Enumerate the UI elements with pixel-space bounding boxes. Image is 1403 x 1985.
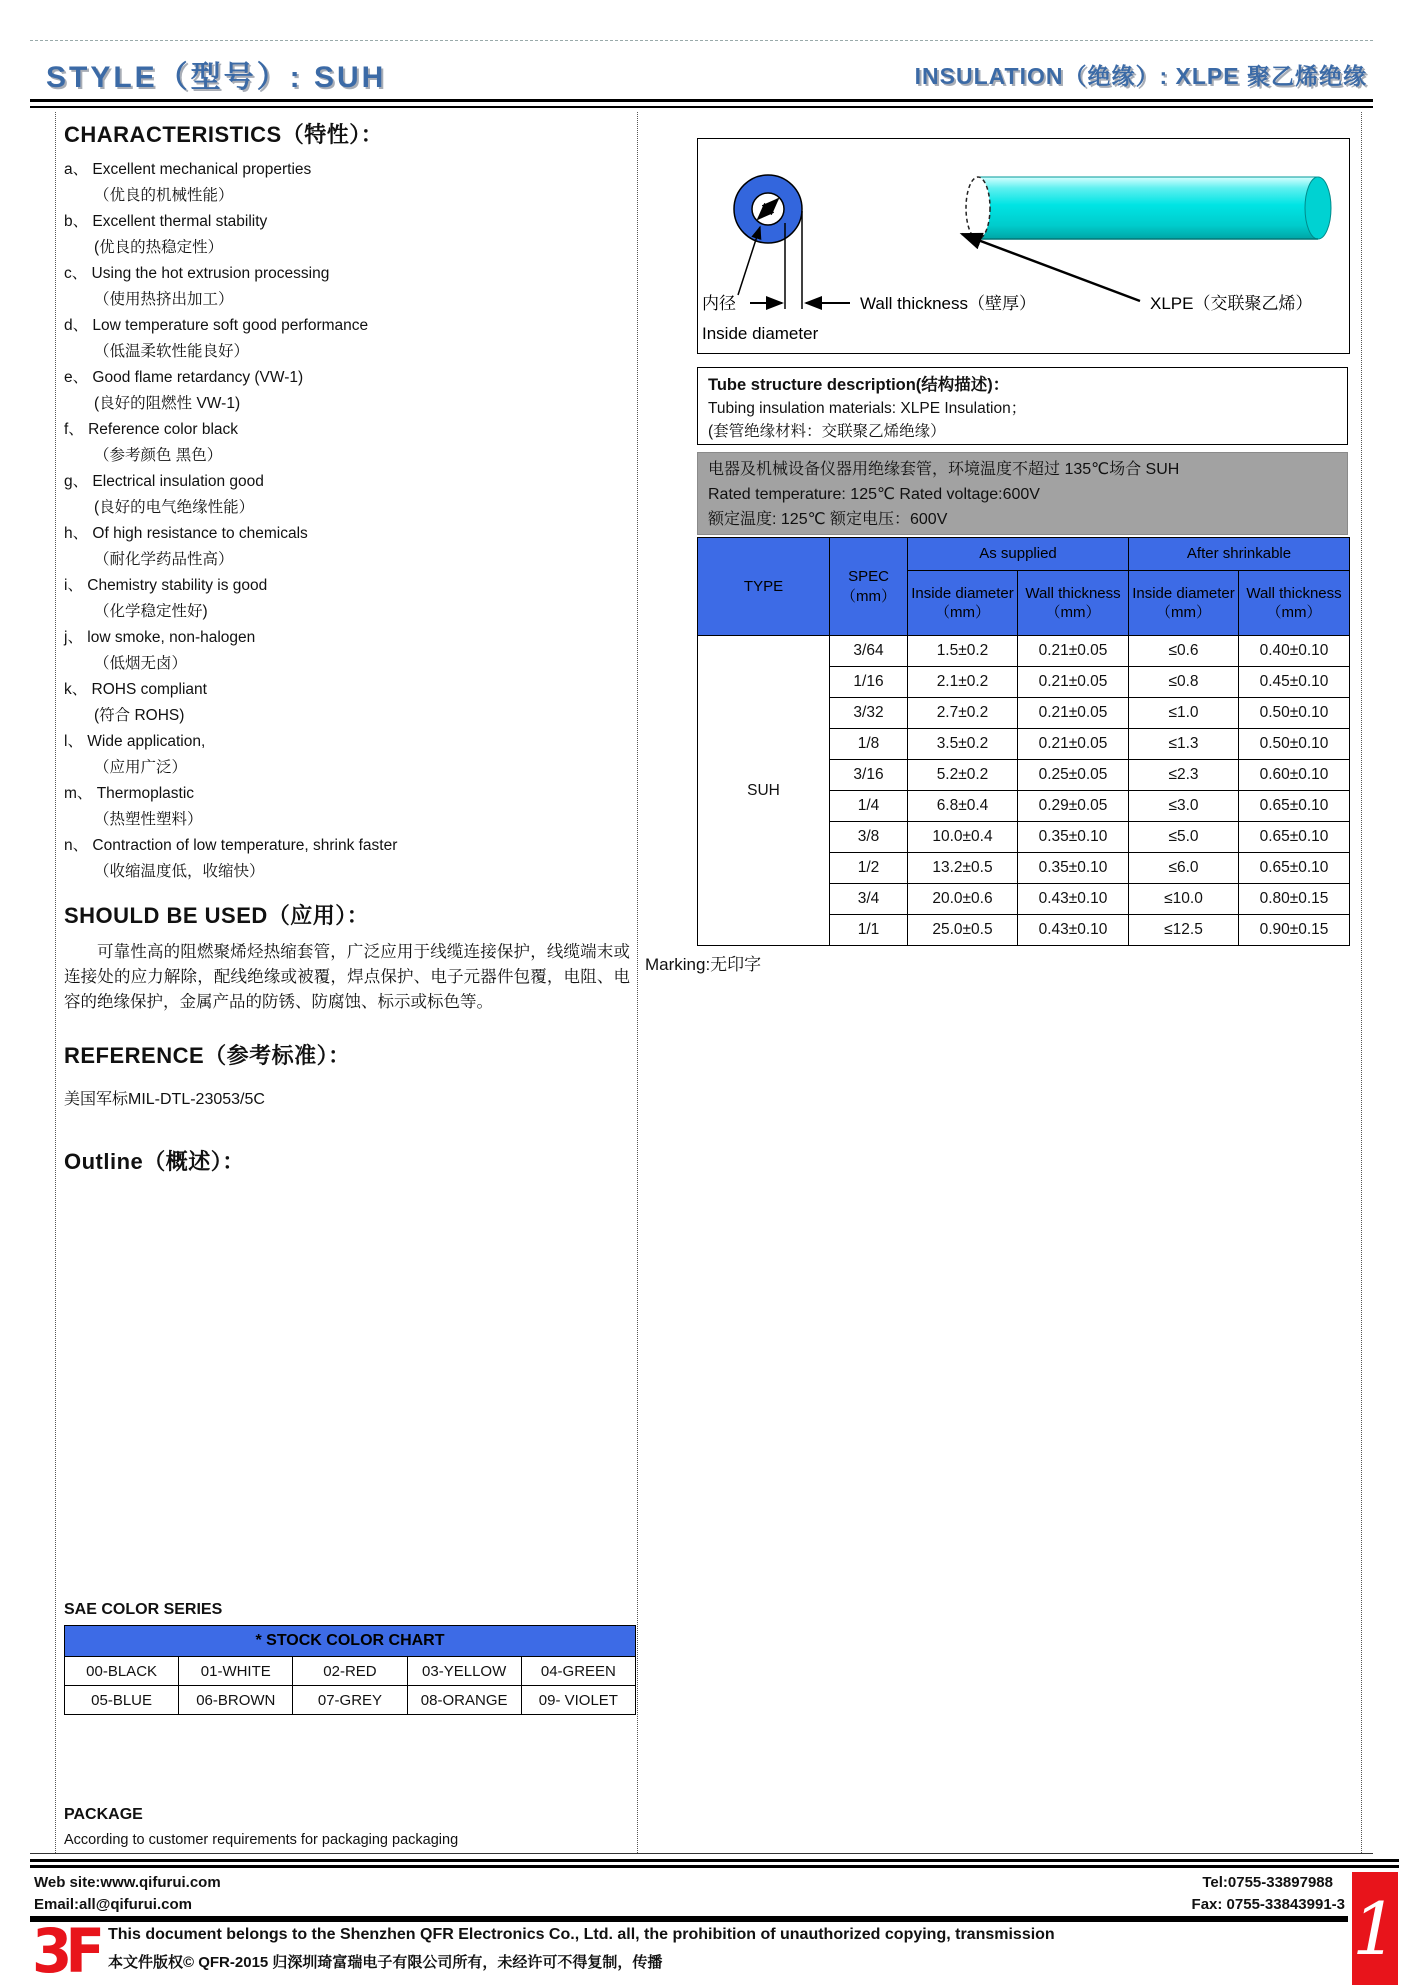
color-cell: 06-BROWN [179, 1686, 293, 1715]
tube-cross-section-icon [734, 175, 802, 243]
value-cell: 1.5±0.2 [908, 636, 1018, 667]
package-title: PACKAGE [64, 1806, 143, 1823]
tube-structure-title: Tube structure description(结构描述)： [708, 376, 1010, 394]
sae-color-series [64, 1601, 636, 1715]
spec-cell: 3/16 [830, 760, 908, 791]
value-cell: 3.5±0.2 [908, 729, 1018, 760]
characteristic-zh: （优良的机械性能） [94, 187, 234, 204]
spec-col-spec-header: SPEC（mm） [830, 538, 908, 636]
rating-box [697, 452, 1348, 535]
value-cell: 0.21±0.05 [1018, 698, 1129, 729]
table-header-row [698, 538, 1350, 571]
list-item [64, 157, 630, 209]
characteristic-en: l、 Wide application, [64, 733, 206, 750]
color-cell: 03-YELLOW [407, 1657, 521, 1686]
tube-structure-box [697, 367, 1348, 445]
list-item [64, 573, 630, 625]
inside-diameter-header: Inside diameter（mm） [1129, 571, 1239, 636]
value-cell: ≤1.0 [1129, 698, 1239, 729]
style-title: STYLE（型号）: SUH [46, 61, 387, 94]
footer-rule [30, 1859, 1399, 1862]
company-logo: 3F [32, 1915, 98, 1985]
application-paragraph: 可靠性高的阻燃聚烯烃热缩套管，广泛应用于线缆连接保护，线缆端末或连接处的应力解除，配线绝缘或被覆，焊点保护、电子元器件包覆，电阻、电容的绝缘保护，金属产品的防锈、防腐蚀、标示或标色等。 [64, 943, 630, 1011]
footer-thick-rule [30, 1916, 1348, 1922]
color-cell: 01-WHITE [179, 1657, 293, 1686]
value-cell: 0.50±0.10 [1239, 698, 1350, 729]
tube-structure-line: (套管绝缘材料：交联聚乙烯绝缘） [708, 423, 946, 440]
as-supplied-header: As supplied [908, 538, 1129, 571]
characteristic-zh: （耐化学药品性高） [94, 551, 234, 568]
value-cell: 0.65±0.10 [1239, 791, 1350, 822]
value-cell: ≤1.3 [1129, 729, 1239, 760]
value-cell: 0.21±0.05 [1018, 729, 1129, 760]
value-cell: 0.80±0.15 [1239, 884, 1350, 915]
spec-table [697, 537, 1350, 946]
value-cell: 0.35±0.10 [1018, 853, 1129, 884]
characteristic-zh: （热塑性塑料） [94, 811, 203, 828]
value-cell: ≤0.8 [1129, 667, 1239, 698]
characteristics-title: CHARACTERISTICS（特性）： [64, 122, 384, 147]
list-item [64, 833, 630, 885]
characteristic-en: a、 Excellent mechanical properties [64, 161, 312, 178]
xlpe-pointer [962, 234, 1140, 301]
page-number: 1 [1352, 1886, 1398, 1971]
spec-cell: 1/8 [830, 729, 908, 760]
list-item [64, 365, 630, 417]
value-cell: 0.21±0.05 [1018, 636, 1129, 667]
outline-title: Outline（概述）： [64, 1149, 245, 1174]
inside-diameter-header: Inside diameter（mm） [908, 571, 1018, 636]
list-item [64, 209, 630, 261]
value-cell: 5.2±0.2 [908, 760, 1018, 791]
list-item [64, 313, 630, 365]
list-item [64, 261, 630, 313]
spec-cell: 3/32 [830, 698, 908, 729]
characteristic-en: c、 Using the hot extrusion processing [64, 265, 330, 282]
color-cell: 02-RED [293, 1657, 407, 1686]
table-row [65, 1657, 636, 1686]
tube-structure-line: Tubing insulation materials: XLPE Insulation； [708, 400, 1027, 417]
value-cell: ≤10.0 [1129, 884, 1239, 915]
value-cell: 2.7±0.2 [908, 698, 1018, 729]
characteristic-en: j、 low smoke, non-halogen [64, 629, 256, 646]
spec-col-type-header: TYPE [698, 538, 830, 636]
spec-cell: 1/2 [830, 853, 908, 884]
list-item [64, 729, 630, 781]
characteristic-en: d、 Low temperature soft good performance [64, 317, 369, 334]
value-cell: 10.0±0.4 [908, 822, 1018, 853]
characteristics-list [64, 157, 630, 885]
value-cell: 0.40±0.10 [1239, 636, 1350, 667]
wall-thickness-header: Wall thickness（mm） [1239, 571, 1350, 636]
value-cell: ≤0.6 [1129, 636, 1239, 667]
footer-rule [30, 1865, 1399, 1868]
color-cell: 05-BLUE [65, 1686, 179, 1715]
value-cell: 20.0±0.6 [908, 884, 1018, 915]
spec-cell: 3/8 [830, 822, 908, 853]
list-item [64, 781, 630, 833]
reference-title: REFERENCE（参考标准）： [64, 1043, 351, 1068]
value-cell: ≤3.0 [1129, 791, 1239, 822]
type-value-cell: SUH [698, 636, 830, 946]
characteristic-zh: (优良的热稳定性） [94, 239, 224, 256]
characteristic-en: f、 Reference color black [64, 421, 239, 438]
characteristic-en: b、 Excellent thermal stability [64, 213, 268, 230]
list-item [64, 469, 630, 521]
table-row [65, 1686, 636, 1715]
wall-thickness-label: Wall thickness（壁厚） [860, 294, 1037, 313]
characteristic-en: g、 Electrical insulation good [64, 473, 264, 490]
color-cell: 08-ORANGE [407, 1686, 521, 1715]
rating-line: 电器及机械设备仪器用绝缘套管，环境温度不超过 135℃场合 SUH [708, 461, 1180, 478]
website-text: Web site:www.qifurui.com [34, 1874, 221, 1891]
characteristic-zh: (良好的电气绝缘性能） [94, 499, 255, 516]
stock-color-chart-header: * STOCK COLOR CHART [65, 1626, 636, 1657]
list-item [64, 521, 630, 573]
color-cell: 04-GREEN [521, 1657, 635, 1686]
spec-cell: 3/64 [830, 636, 908, 667]
value-cell: 0.43±0.10 [1018, 915, 1129, 946]
stock-color-chart [64, 1625, 636, 1715]
copyright-statement-en: This document belongs to the Shenzhen QFR Electronics Co., Ltd. all, the prohibition of unauthorized copying, transmission [108, 1926, 1055, 1943]
list-item [64, 677, 630, 729]
value-cell: 0.45±0.10 [1239, 667, 1350, 698]
value-cell: 0.21±0.05 [1018, 667, 1129, 698]
list-item [64, 417, 630, 469]
package-section [64, 1806, 664, 1848]
value-cell: 0.35±0.10 [1018, 822, 1129, 853]
spec-cell: 3/4 [830, 884, 908, 915]
characteristic-en: h、 Of high resistance to chemicals [64, 525, 308, 542]
value-cell: ≤6.0 [1129, 853, 1239, 884]
fax-text: Fax: 0755-33843991-3 [1191, 1896, 1345, 1913]
value-cell: 0.29±0.05 [1018, 791, 1129, 822]
page-top-border [30, 40, 1373, 41]
email-text: Email:all@qifurui.com [34, 1896, 192, 1913]
color-cell: 09- VIOLET [521, 1686, 635, 1715]
header-rule-thick [30, 99, 1373, 102]
characteristic-zh: （参考颜色 黑色） [94, 447, 223, 464]
package-body: According to customer requirements for packaging packaging [64, 1832, 459, 1848]
tube-illustration [966, 177, 1331, 239]
spec-cell: 1/4 [830, 791, 908, 822]
value-cell: ≤5.0 [1129, 822, 1239, 853]
spec-cell: 1/1 [830, 915, 908, 946]
left-column-border [55, 112, 56, 1853]
characteristic-zh: （收缩温度低，收缩快） [94, 863, 265, 880]
characteristic-en: k、 ROHS compliant [64, 681, 207, 698]
value-cell: 25.0±0.5 [908, 915, 1018, 946]
wall-thickness-header: Wall thickness（mm） [1018, 571, 1129, 636]
characteristic-en: e、 Good flame retardancy (VW-1) [64, 369, 304, 386]
value-cell: 0.65±0.10 [1239, 853, 1350, 884]
inner-diameter-zh-label: 内径 [702, 294, 736, 313]
table-row [698, 636, 1350, 667]
reference-standard: 美国军标MIL-DTL-23053/5C [64, 1091, 265, 1108]
characteristic-zh: （低烟无卤） [94, 655, 188, 672]
list-item [64, 625, 630, 677]
rating-line: Rated temperature: 125℃ Rated voltage:600V [708, 486, 1040, 503]
value-cell: 0.60±0.10 [1239, 760, 1350, 791]
characteristic-zh: (良好的阻燃性 VW-1) [94, 395, 241, 412]
color-cell: 07-GREY [293, 1686, 407, 1715]
tube-diagram-svg [698, 139, 1347, 351]
value-cell: 0.50±0.10 [1239, 729, 1350, 760]
should-be-used-title: SHOULD BE USED（应用）： [64, 903, 370, 928]
value-cell: 13.2±0.5 [908, 853, 1018, 884]
color-cell: 00-BLACK [65, 1657, 179, 1686]
characteristic-zh: (符合 ROHS) [94, 707, 185, 724]
right-column-border [1361, 112, 1362, 1853]
characteristic-en: m、 Thermoplastic [64, 785, 195, 802]
left-column [64, 118, 630, 1176]
tube-diagram [697, 138, 1350, 354]
characteristic-zh: （应用广泛） [94, 759, 188, 776]
characteristic-zh: （化学稳定性好) [94, 603, 208, 620]
inner-diameter-en-label: Inside diameter [702, 324, 819, 343]
value-cell: 6.8±0.4 [908, 791, 1018, 822]
copyright-statement-zh: 本文件版权© QFR-2015 归深圳琦富瑞电子有限公司所有，未经许可不得复制，传播 [108, 1954, 663, 1971]
value-cell: 0.43±0.10 [1018, 884, 1129, 915]
spec-cell: 1/16 [830, 667, 908, 698]
header-rule-thin [30, 106, 1373, 108]
characteristic-zh: （使用热挤出加工） [94, 291, 234, 308]
insulation-title: INSULATION（绝缘）: XLPE 聚乙烯绝缘 [914, 63, 1367, 89]
value-cell: 0.90±0.15 [1239, 915, 1350, 946]
value-cell: ≤2.3 [1129, 760, 1239, 791]
xlpe-label: XLPE（交联聚乙烯） [1150, 294, 1313, 313]
tel-text: Tel:0755-33897988 [1202, 1874, 1333, 1891]
characteristic-en: i、 Chemistry stability is good [64, 577, 268, 594]
rating-line: 额定温度: 125℃ 额定电压：600V [708, 511, 948, 528]
value-cell: 0.65±0.10 [1239, 822, 1350, 853]
after-shrinkable-header: After shrinkable [1129, 538, 1350, 571]
characteristic-en: n、 Contraction of low temperature, shrink faster [64, 837, 398, 854]
column-divider [637, 112, 638, 1853]
value-cell: ≤12.5 [1129, 915, 1239, 946]
page-number-tab [1352, 1872, 1398, 1985]
value-cell: 2.1±0.2 [908, 667, 1018, 698]
content-bottom-border [30, 1853, 1373, 1854]
sae-title: SAE COLOR SERIES [64, 1601, 223, 1618]
value-cell: 0.25±0.05 [1018, 760, 1129, 791]
characteristic-zh: （低温柔软性能良好） [94, 343, 250, 360]
marking-note: Marking:无印字 [645, 955, 762, 974]
